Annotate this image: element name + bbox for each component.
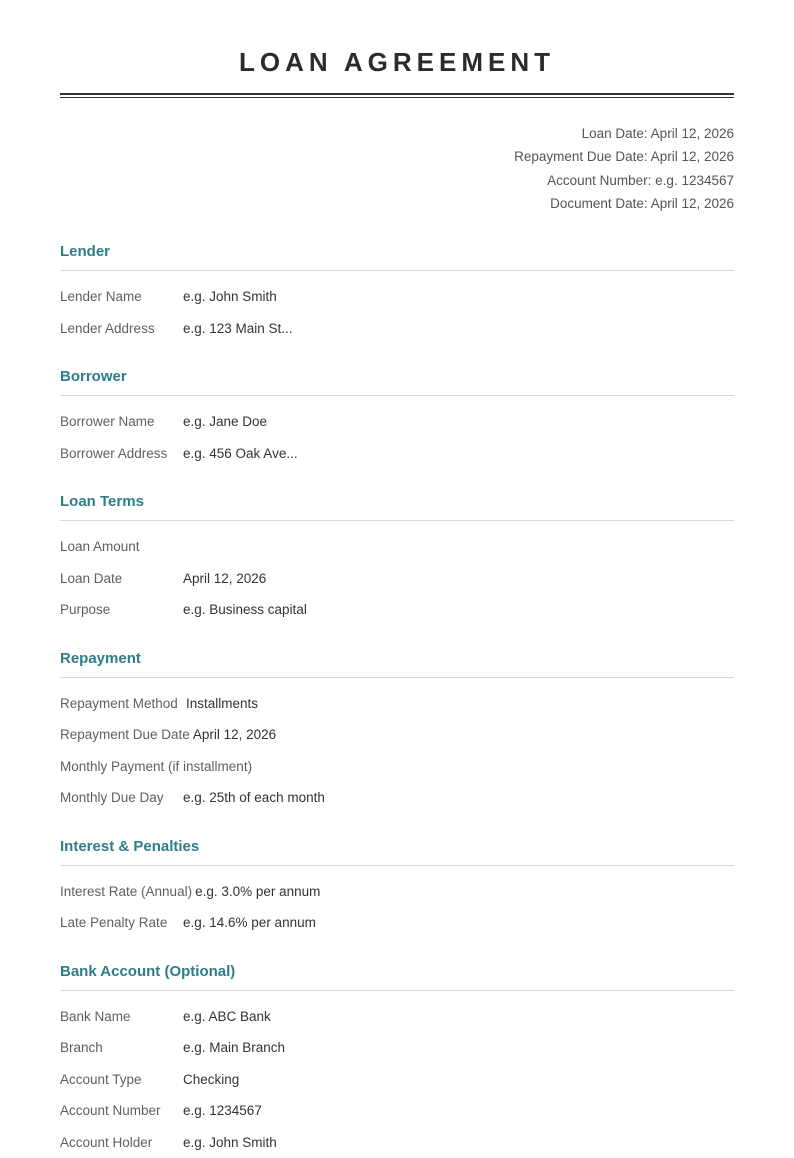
- field-label: Repayment Due Date: [60, 727, 190, 743]
- section-bank-account: [60, 961, 734, 1158]
- field-value: e.g. 25th of each month: [183, 790, 325, 806]
- field-label: Loan Amount: [60, 539, 140, 555]
- field-label: Monthly Due Day: [60, 790, 164, 806]
- field-label: Loan Date: [60, 570, 123, 586]
- field-row-branch: [60, 1032, 734, 1064]
- field-value: e.g. ABC Bank: [183, 1008, 271, 1024]
- field-value: Checking: [183, 1071, 240, 1087]
- field-value: e.g. 123 Main St...: [183, 320, 293, 336]
- field-value: e.g. 3.0% per annum: [195, 883, 321, 899]
- field-row-lender-name: [60, 281, 734, 313]
- field-row-loan-amount: [60, 531, 734, 563]
- field-label: Branch: [60, 1040, 103, 1056]
- field-label: Interest Rate (Annual): [60, 883, 193, 899]
- section-title-lender: Lender: [60, 241, 734, 271]
- field-label: Borrower Address: [60, 445, 168, 461]
- field-label: Account Number: [60, 1103, 161, 1119]
- field-value: Installments: [186, 695, 259, 711]
- field-value: e.g. 456 Oak Ave...: [183, 445, 298, 461]
- field-label: Account Holder: [60, 1134, 153, 1150]
- meta-repayment-due-date: Repayment Due Date: April 12, 2026: [514, 149, 734, 165]
- field-value: e.g. 14.6% per annum: [183, 915, 316, 931]
- meta-loan-date: Loan Date: April 12, 2026: [581, 126, 734, 141]
- field-value: April 12, 2026: [192, 727, 277, 743]
- section-repayment: [60, 648, 734, 814]
- field-label: Lender Address: [60, 320, 155, 336]
- bank-rows: [60, 991, 734, 1158]
- field-row-monthly-due-day: [60, 782, 734, 814]
- field-label: Borrower Name: [60, 414, 155, 430]
- field-row-monthly-payment: [60, 751, 734, 783]
- field-value: e.g. Business capital: [183, 602, 307, 618]
- field-label: Lender Name: [60, 289, 142, 305]
- field-row-late-penalty-rate: [60, 907, 734, 939]
- document-title: LOAN AGREEMENT: [238, 47, 556, 77]
- field-value: e.g. Jane Doe: [183, 414, 268, 430]
- field-row-lender-address: [60, 313, 734, 345]
- meta-account-number: Account Number: e.g. 1234567: [547, 172, 734, 188]
- field-row-account-number: [60, 1095, 734, 1127]
- field-label: Late Penalty Rate: [60, 915, 168, 931]
- section-title-loan-terms: Loan Terms: [60, 491, 734, 521]
- document-meta: [60, 122, 734, 215]
- repayment-rows: [60, 678, 734, 814]
- borrower-rows: [60, 396, 734, 469]
- field-row-bank-name: [60, 1001, 734, 1033]
- field-row-interest-rate: [60, 876, 734, 908]
- field-label: Account Type: [60, 1071, 142, 1087]
- field-row-repayment-due-date: [60, 719, 734, 751]
- section-borrower: [60, 366, 734, 469]
- section-loan-terms: [60, 491, 734, 626]
- field-row-loan-date: [60, 563, 734, 595]
- section-title-repayment: Repayment: [60, 648, 734, 678]
- loan-terms-rows: [60, 521, 734, 626]
- section-interest-penalties: [60, 836, 734, 939]
- field-value: April 12, 2026: [183, 570, 267, 586]
- meta-document-date: Document Date: April 12, 2026: [550, 195, 734, 211]
- field-value: e.g. John Smith: [183, 1134, 277, 1150]
- section-title-borrower: Borrower: [60, 366, 734, 396]
- section-title-bank-account: Bank Account (Optional): [60, 961, 734, 991]
- lender-rows: [60, 271, 734, 344]
- field-row-borrower-name: [60, 406, 734, 438]
- field-label: Purpose: [60, 602, 111, 618]
- field-label: Repayment Method: [60, 695, 178, 711]
- field-label: Monthly Payment (if installment): [60, 758, 253, 774]
- field-row-borrower-address: [60, 438, 734, 470]
- interest-rows: [60, 866, 734, 939]
- title-double-rule: [60, 93, 734, 98]
- field-row-account-type: [60, 1064, 734, 1096]
- field-row-account-holder: [60, 1127, 734, 1158]
- field-row-repayment-method: [60, 688, 734, 720]
- field-value: e.g. 1234567: [183, 1103, 262, 1119]
- section-lender: [60, 241, 734, 344]
- field-row-purpose: [60, 594, 734, 626]
- field-value: e.g. Main Branch: [183, 1040, 286, 1056]
- field-value: e.g. John Smith: [183, 289, 277, 305]
- section-title-interest-penalties: Interest & Penalties: [60, 836, 734, 866]
- field-label: Bank Name: [60, 1008, 131, 1024]
